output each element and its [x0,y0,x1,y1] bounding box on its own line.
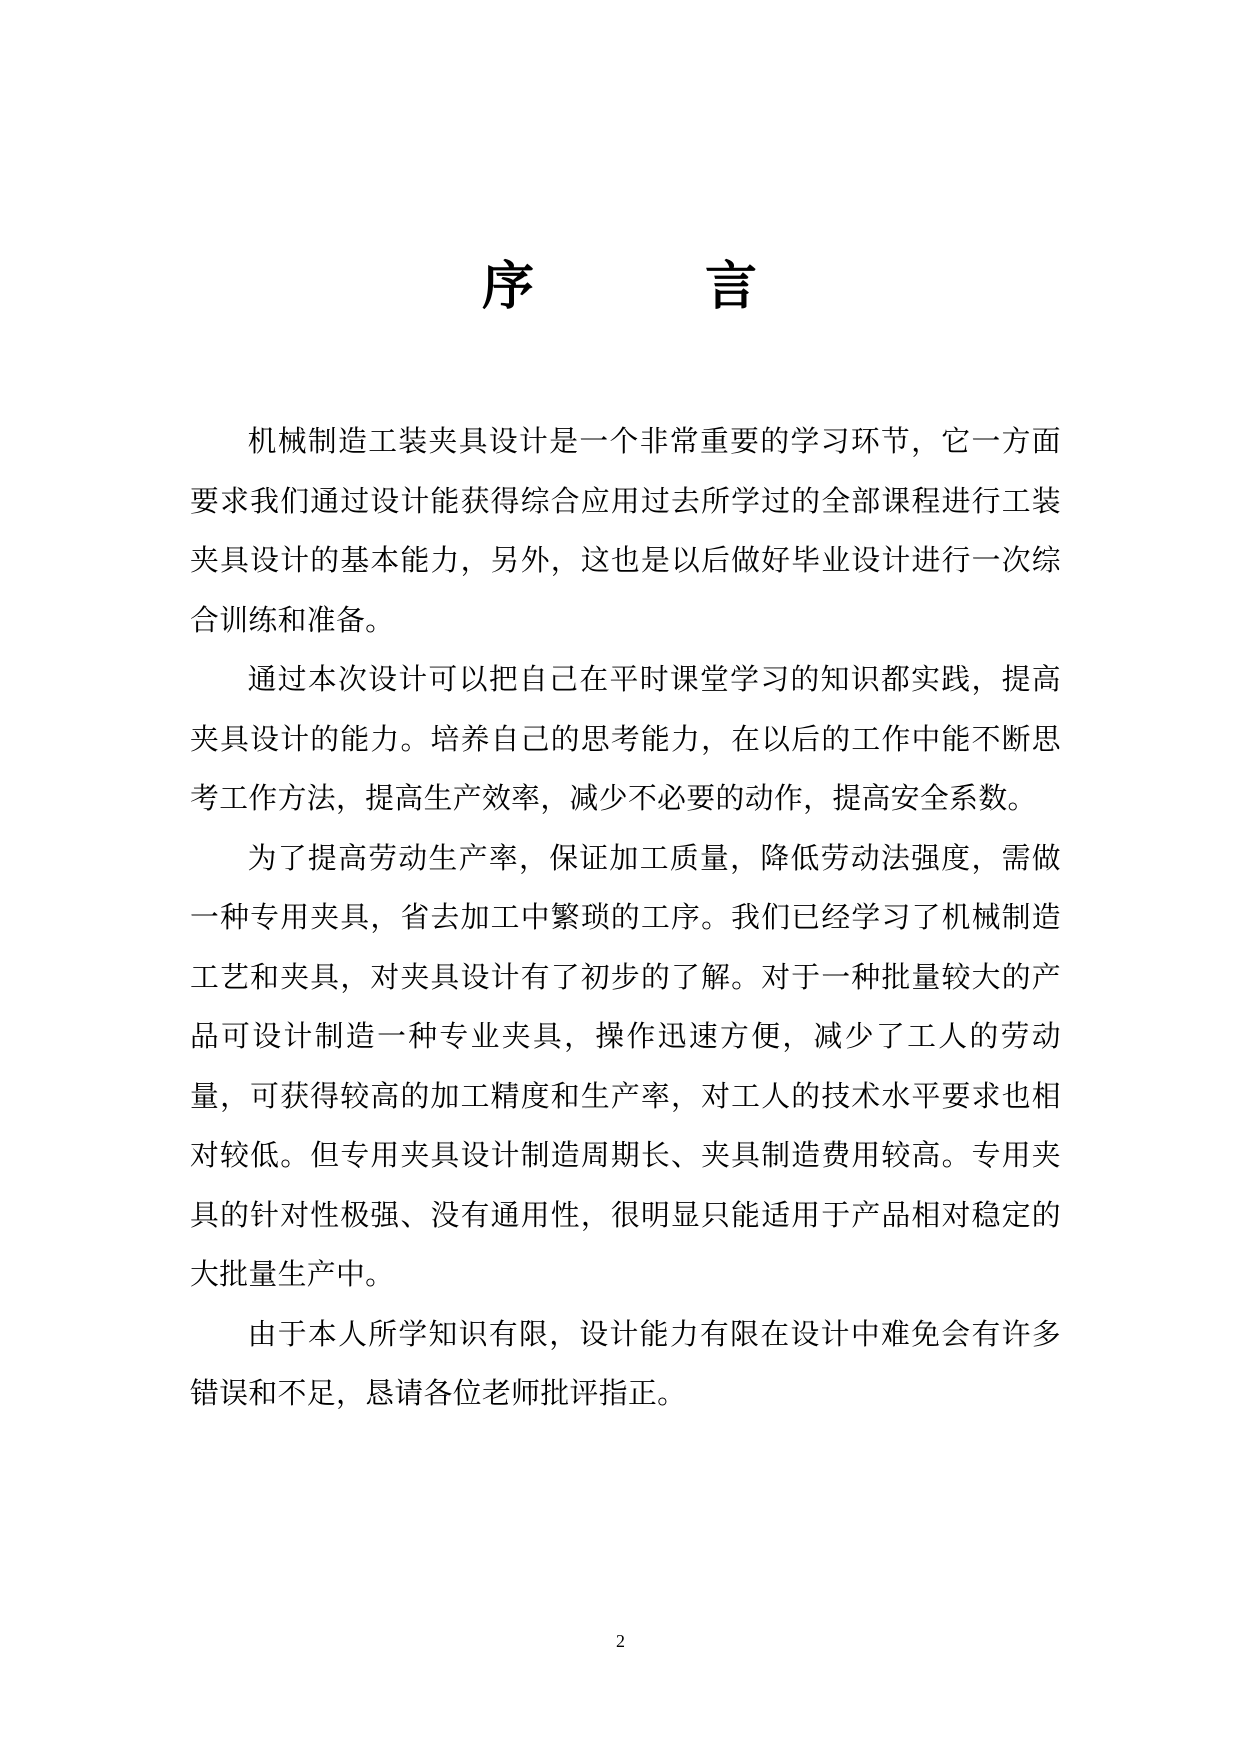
paragraph-4: 由于本人所学知识有限，设计能力有限在设计中难免会有许多错误和不足，恳请各位老师批评指正。 [190,1316,1061,1410]
title-char-1: 序 [482,256,535,317]
paragraph-3: 为了提高劳动生产率，保证加工质量，降低劳动法强度，需做一种专用夹具，省去加工中繁琐的工序。我们已经学习了机械制造工艺和夹具，对夹具设计有了初步的了解。对于一种批量较大的产品可设计制造一种专业夹具，操作迅速方便，减少了工人的劳动量，可获得较高的加工精度和生产率，对工人的技术水平要求也相对较低。但专用夹具设计制造周期长、夹具制造费用较高。专用夹具的针对性极强、没有通用性，很明显只能适用于产品相对稳定的大批量生产中。 [190,840,1061,1291]
title-char-2: 言 [705,256,758,317]
page-title [0,252,1241,322]
paragraph-2: 通过本次设计可以把自己在平时课堂学习的知识都实践，提高夹具设计的能力。培养自己的思考能力，在以后的工作中能不断思考工作方法，提高生产效率，减少不必要的动作，提高安全系数。 [190,662,1061,815]
preface-body [190,412,1061,1424]
paragraph-1: 机械制造工装夹具设计是一个非常重要的学习环节，它一方面要求我们通过设计能获得综合应用过去所学过的全部课程进行工装夹具设计的基本能力，另外，这也是以后做好毕业设计进行一次综合训练和准备。 [190,424,1061,637]
page-number: 2 [616,1631,625,1651]
